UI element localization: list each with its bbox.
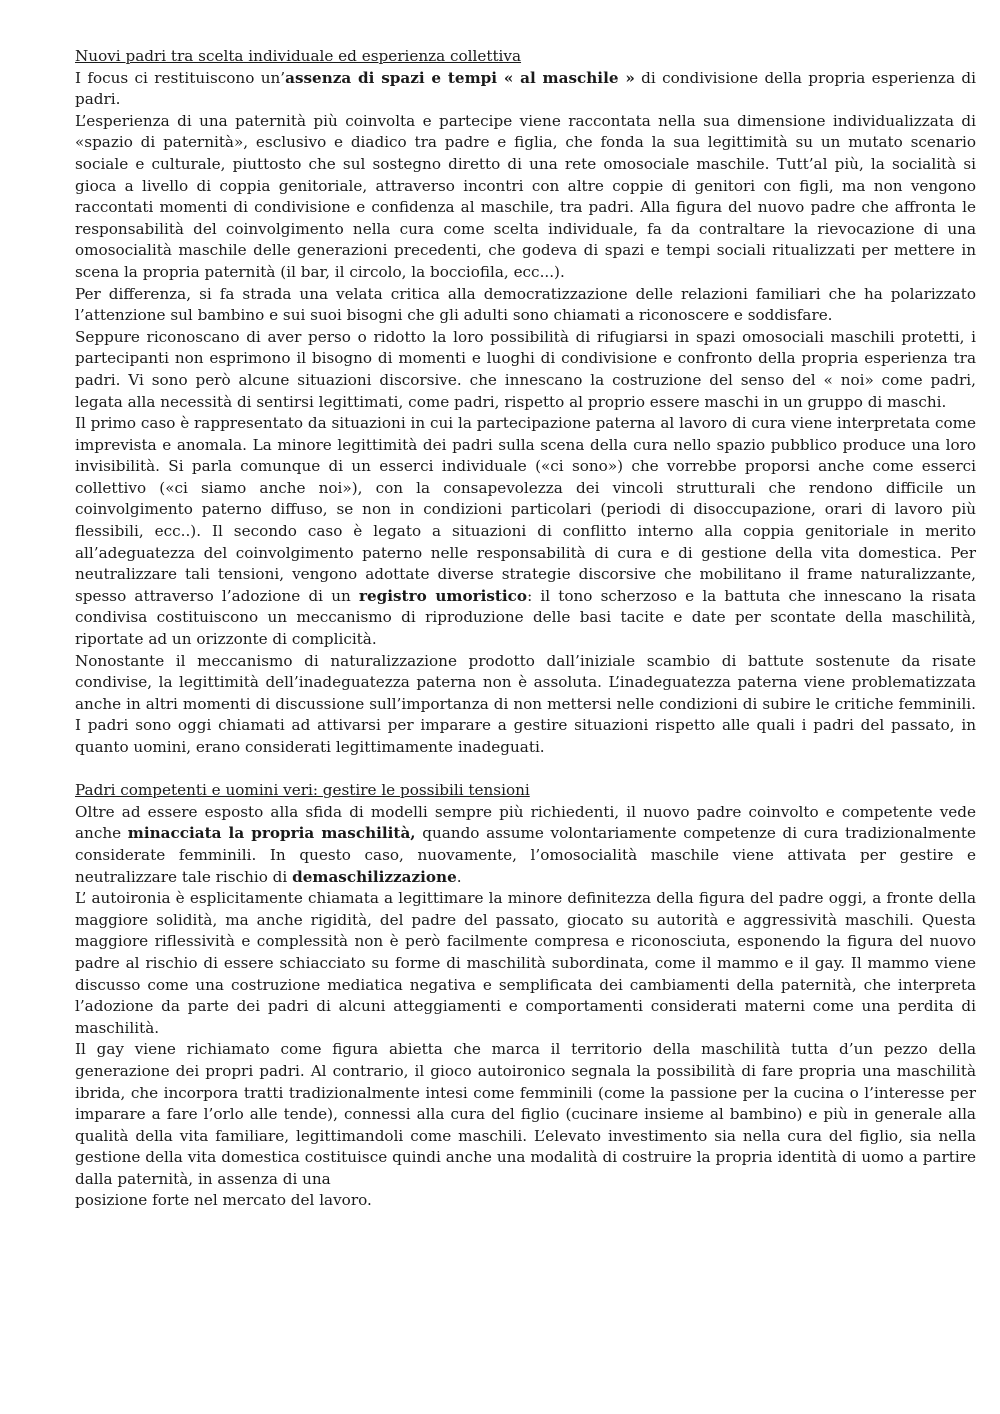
text-span: di condivisione della propria esperienza di padri. <box>75 68 976 109</box>
text-span: : il tono scherzoso e la battuta che innescano la risata condivisa costituiscono un meccanismo di riproduzione delle basi tacite e date per scontate della maschilità, riportate ad un orizzonte di complicità. <box>75 586 976 649</box>
bold-phrase: assenza di spazi e tempi « al maschile » <box>285 68 635 87</box>
section-heading-nuovi-padri: Nuovi padri tra scelta individuale ed esperienza collettiva <box>75 47 522 65</box>
text-span: I focus ci restituiscono un’ <box>75 68 286 87</box>
bold-phrase: demaschilizzazione <box>292 867 457 886</box>
paragraph: Seppure riconoscano di aver perso o ridotto la loro possibilità di rifugiarsi in spazi omosociali maschili protetti, i partecipanti non esprimono il bisogno di momenti e luoghi di condivisione e confronto della propria esperienza tra padri. Vi sono però alcune situazioni discorsive. che innescano la costruzione del senso del « noi» come padri, legata alla necessità di sentirsi legittimati, come padri, rispetto al proprio essere maschi in un gruppo di maschi. <box>75 327 976 411</box>
paragraph <box>75 68 976 111</box>
document-page <box>75 46 976 1212</box>
bold-phrase: minacciata la propria maschilità, <box>127 824 416 843</box>
text-span: quando assume volontariamente competenze di cura tradizionalmente considerate femminili. In questo caso, nuovamente, l’omosocialità maschile viene attivata per gestire e neutralizzare tale rischio di <box>75 824 976 886</box>
paragraph: Il gay viene richiamato come figura abietta che marca il territorio della maschilità tutta d’un pezzo della generazione dei propri padri. Al contrario, il gioco autoironico segnala la possibilità di fare propria una maschilità ibrida, che incorpora tratti tradizionalmente intesi come femminili (come la passione per la cucina o l’interesse per imparare a fare l’orlo alle tende), connessi alla cura del figlio (cucinare insieme al bambino) e più in generale alla qualità della vita familiare, legittimandoli come maschili. L’elevato investimento sia nella cura del figlio, sia nella gestione della vita domestica costituisce quindi anche una modalità di costruire la propria identità di uomo a partire dalla paternità, in assenza di una <box>75 1040 976 1188</box>
text-span: Il primo caso è rappresentato da situazioni in cui la partecipazione paterna al lavoro di cura viene interpretata come imprevista e anomala. La minore legittimità dei padri sulla scena della cura nello spazio pubblico produce una loro invisibilità. Si parla comunque di un esserci individuale («ci sono») che vorrebbe proporsi anche come esserci collettivo («ci siamo anche noi»), con la consapevolezza dei vincoli strutturali che rendono difficile un coinvolgimento paterno diffuso, se non in condizioni particolari (periodi di disoccupazione, orari di lavoro più flessibili, ecc..). Il secondo caso è legato a situazioni di conflitto interno alla coppia genitoriale in merito all’adeguatezza del coinvolgimento paterno nelle responsabilità di cura e di gestione della vita domestica. Per neutralizzare tali tensioni, vengono adottate diverse strategie discorsive che mobilitano il frame naturalizzante, spesso attraverso l’adozione di un <box>75 414 976 605</box>
paragraph <box>75 413 976 651</box>
paragraph: Per differenza, si fa strada una velata critica alla democratizzazione delle relazioni familiari che ha polarizzato l’attenzione sul bambino e sui suoi bisogni che gli adulti sono chiamati a riconoscere e soddisfare. <box>75 284 976 325</box>
paragraph: Nonostante il meccanismo di naturalizzazione prodotto dall’iniziale scambio di battute sostenute da risate condivise, la legittimità dell’inadeguatezza paterna non è assoluta. L’inadeguatezza paterna viene problematizzata anche in altri momenti di discussione sull’importanza di non mettersi nelle condizioni di subire le critiche femminili. I padri sono oggi chiamati ad attivarsi per imparare a gestire situazioni rispetto alle quali i padri del passato, in quanto uomini, erano considerati legittimamente inadeguati. <box>75 651 976 756</box>
paragraph <box>75 802 976 888</box>
section-heading-padri-competenti: Padri competenti e uomini veri: gestire le possibili tensioni <box>75 781 530 800</box>
text-span: . <box>456 867 462 886</box>
paragraph-tail: posizione forte nel mercato del lavoro. <box>75 1191 372 1210</box>
text-span: Oltre ad essere esposto alla sfida di modelli sempre più richiedenti, il nuovo padre coinvolto e competente vede anche <box>75 802 976 843</box>
section-spacer <box>75 759 976 781</box>
paragraph: L’esperienza di una paternità più coinvolta e partecipe viene raccontata nella sua dimensione individualizzata di «spazio di paternità», esclusivo e diadico tra padre e figlia, che fonda la sua legittimità su un mutato scenario sociale e culturale, piuttosto che sul sostegno diretto di una rete omosociale maschile. Tutt’al più, la socialità si gioca a livello di coppia genitoriale, attraverso incontri con altre coppie di genitori con figli, ma non vengono raccontati momenti di condivisione e confidenza al maschile, tra padri. Alla figura del nuovo padre che affronta le responsabilità del coinvolgimento nella cura come scelta individuale, fa da contraltare la rievocazione di una omosocialità maschile delle generazioni precedenti, che godeva di spazi e tempi sociali ritualizzati per mettere in scena la propria paternità (il bar, il circolo, la bocciofila, ecc...). <box>75 111 976 281</box>
bold-phrase: registro umoristico <box>358 586 528 605</box>
paragraph: L’ autoironia è esplicitamente chiamata a legittimare la minore definitezza della figura del padre oggi, a fronte della maggiore solidità, ma anche rigidità, del padre del passato, giocato su autorità e aggressività maschili. Questa maggiore riflessività e complessità non è però facilmente compresa e riconosciuta, esponendo la figura del nuovo padre al rischio di essere schiacciato su forme di maschilità subordinata, come il mammo e il gay. Il mammo viene discusso come una costruzione mediatica negativa e semplificata dei cambiamenti della paternità, che interpreta l’adozione da parte dei padri di alcuni atteggiamenti e comportamenti considerati materni come una perdita di maschilità. <box>75 889 976 1037</box>
